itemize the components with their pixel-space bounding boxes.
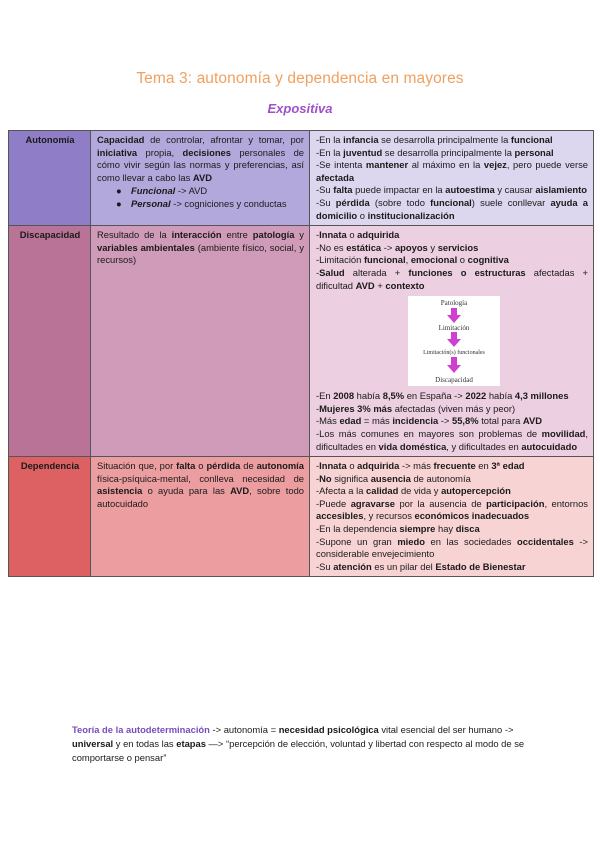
arrow-down-icon (447, 315, 461, 323)
list-item: -Supone un gran miedo en las sociedades occidentales -> considerable envejecimiento (316, 535, 589, 560)
row-label: Autonomía (9, 131, 91, 226)
list-item: -En la dependencia siempre hay disca (316, 523, 480, 535)
points-cell (310, 457, 594, 577)
list-item: -Más edad = más incidencia -> 55,8% total para AVD (316, 415, 543, 427)
points-list (316, 390, 588, 453)
diagram-step: Limitación (438, 324, 470, 333)
list-item: -Afecta a la calidad de vida y autopercepción (316, 485, 511, 497)
list-item: -En la juventud se desarrolla principalmente la personal (316, 146, 554, 158)
list-item: -Salud alterada + funciones o estructuras afectadas + dificultad AVD + contexto (316, 266, 589, 291)
diagram-step: Patología (440, 299, 468, 308)
list-item: -Innata o adquirida -> más frecuente en 3ª edad (316, 460, 525, 472)
list-item: -Puede agravarse por la ausencia de participación, entornos accesibles, y recursos económicos inadecuados (316, 497, 588, 522)
page-title: Tema 3: autonomía y dependencia en mayores (136, 70, 464, 87)
row-label: Discapacidad (9, 226, 91, 457)
points-list (316, 460, 588, 573)
definition-text: Situación que, por falta o pérdida de autonomía física-psíquica-mental, conlleva necesidad de asistencia o ayuda para las AVD, sobre todo autocuidado (97, 460, 305, 509)
points-list (316, 229, 588, 292)
row-dependencia (9, 457, 594, 577)
list-item: -Mujeres 3% más afectadas (viven más y peor) (316, 402, 516, 414)
list-item: -Su atención es un pilar del Estado de Bienestar (316, 560, 526, 572)
points-cell (310, 226, 594, 457)
page-subtitle: Expositiva (267, 101, 333, 116)
list-item: -Innata o adquirida (316, 229, 400, 241)
arrow-down-icon (447, 339, 461, 347)
definition-cell (91, 131, 310, 226)
definition-cell (91, 457, 310, 577)
list-item: -Su falta puede impactar en la autoestima y causar aislamiento (316, 184, 587, 196)
row-label: Dependencia (9, 457, 91, 577)
list-item: -En la infancia se desarrolla principalmente la funcional (316, 134, 553, 145)
concepts-table (8, 130, 594, 577)
arrow-down-icon (447, 365, 461, 373)
definition-text: Capacidad de controlar, afrontar y tomar, por iniciativa propia, decisiones personales de cómo vivir según las normas y preferencias, así como llevar a cabo las AVD (97, 134, 304, 183)
definition-cell (91, 226, 310, 457)
row-autonomia (9, 131, 594, 226)
points-list (316, 134, 588, 222)
list-item: -Los más comunes en mayores son problemas de movilidad, dificultades en vida doméstica, y dificultades en autocuidado (316, 427, 588, 452)
diagram-step: Discapacidad (435, 376, 473, 385)
definition-text: Resultado de la interacción entre patología y variables ambientales (ambiente físico, social, y recursos) (97, 229, 305, 266)
disability-model-diagram (408, 296, 500, 386)
row-discapacidad (9, 226, 594, 457)
list-item: -No significa ausencia de autonomía (316, 472, 471, 484)
list-item: -No es estática -> apoyos y servicios (316, 241, 479, 253)
list-item: -En 2008 había 8,5% en España -> 2022 había 4,3 millones (316, 390, 569, 402)
list-item: ● Personal -> cogniciones y conductas (116, 197, 287, 209)
self-determination-note: Teoría de la autodeterminación -> autonomía = necesidad psicológica vital esencial del ser humano -> universal y en todas las etapas —> “percepción de elección, voluntad y libertad con respecto al modo de se comportarse o pensar” (72, 724, 525, 764)
list-item: ● Funcional -> AVD (116, 185, 208, 197)
list-item: -Su pérdida (sobre todo funcional) suele conllevar ayuda a domicilio o institucionalización (316, 196, 588, 221)
diagram-step: Limitación(s) funcionales (423, 350, 485, 357)
avd-types-list (97, 185, 304, 210)
list-item: -Limitación funcional, emocional o cognitiva (316, 254, 509, 266)
list-item: -Se intenta mantener al máximo en la vejez, pero puede verse afectada (316, 159, 588, 183)
points-cell (310, 131, 594, 226)
